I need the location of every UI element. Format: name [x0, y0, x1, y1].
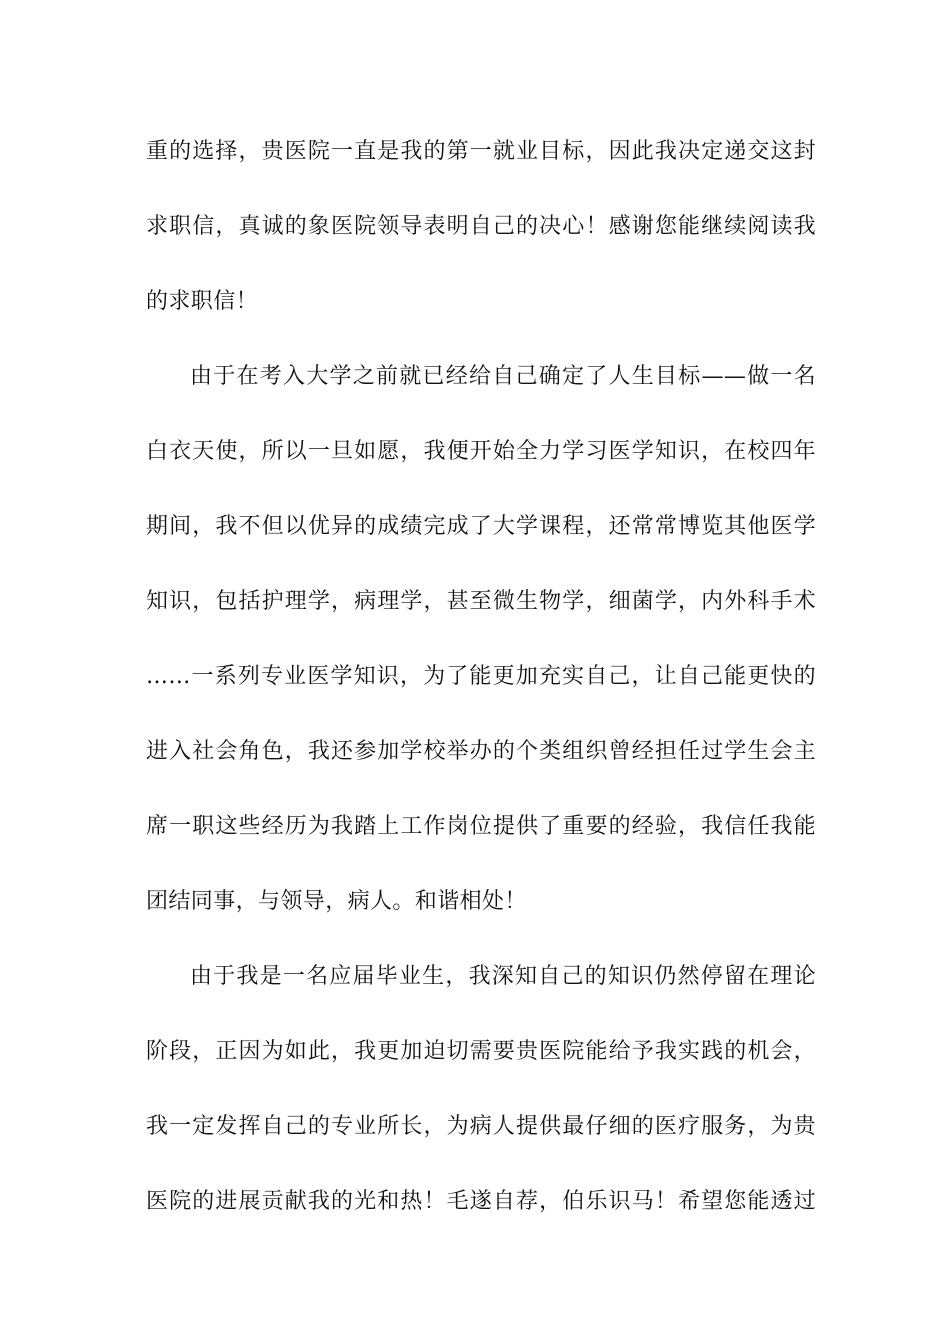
text-line: 阶段，正因为如此，我更加迫切需要贵医院能给予我实践的机会，	[146, 1039, 816, 1064]
text-line: 期间，我不但以优异的成绩完成了大学课程，还常常博览其他医学	[146, 514, 816, 539]
text-line: 白衣天使，所以一旦如愿，我便开始全力学习医学知识，在校四年	[146, 439, 816, 464]
text-line: 进入社会角色，我还参加学校举办的个类组织曾经担任过学生会主	[146, 739, 816, 764]
text-line: 求职信，真诚的象医院领导表明自己的决心！感谢您能继续阅读我	[146, 214, 816, 239]
text-line: 医院的进展贡献我的光和热！毛遂自荐，伯乐识马！希望您能透过	[146, 1189, 816, 1214]
text-line: 的求职信！	[146, 289, 259, 314]
text-line: 知识，包括护理学，病理学，甚至微生物学，细菌学，内外科手术	[146, 589, 816, 614]
text-line: 团结同事，与领导，病人。和谐相处！	[146, 889, 527, 914]
text-line: 席一职这些经历为我踏上工作岗位提供了重要的经验，我信任我能	[146, 814, 816, 839]
paragraph-start-line: 由于在考入大学之前就已经给自己确定了人生目标——做一名	[190, 364, 816, 389]
text-line: 重的选择，贵医院一直是我的第一就业目标，因此我决定递交这封	[146, 139, 816, 164]
text-line: ……一系列专业医学知识，为了能更加充实自己，让自己能更快的	[146, 664, 816, 689]
text-line: 我一定发挥自己的专业所长，为病人提供最仔细的医疗服务，为贵	[146, 1114, 816, 1139]
paragraph-start-line: 由于我是一名应届毕业生，我深知自己的知识仍然停留在理论	[190, 964, 816, 989]
